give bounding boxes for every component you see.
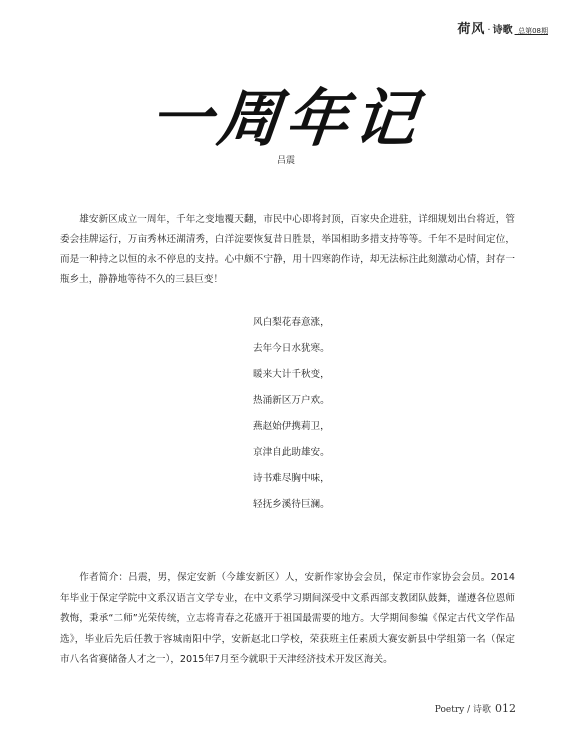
poem-line: 燕赵始伊携莉卫， — [253, 421, 330, 432]
running-header — [457, 18, 548, 37]
magazine-brand: 荷风 — [457, 22, 486, 37]
page-footer — [435, 702, 516, 715]
author-bio: 作者简介：吕震，男，保定安新（今雄安新区）人，安新作家协会会员，保定市作家协会会员。2014年毕业于保定学院中文系汉语言文学专业，在中文系学习期间深受中文系西部支教团队鼓舞，谨遵各位恩师教悔，秉承“二师”光荣传统，立志将青春之花盛开于祖国最需要的地方。大学期间参编《保定古代文学作品选》，毕业后先后任教于容城南阳中学，安新赵北口学校，荣获班主任素质大赛安新县中学组第一名（保定市八名省赛储备人才之一），2015年7月至今就职于天津经济技术开发区海关。 — [60, 572, 515, 665]
article-title: 一周年记 — [146, 82, 426, 155]
poem-line: 暖来大计千秋变， — [253, 369, 330, 380]
poem-line: 风白梨花春意涨， — [253, 317, 330, 328]
header-separator: · — [487, 25, 491, 36]
poem-stanza — [253, 310, 330, 518]
footer-section-label: Poetry / 诗歌 — [434, 705, 491, 715]
poem-line: 京津自此助雄安。 — [253, 447, 330, 458]
poem-line: 诗书难尽胸中味， — [253, 473, 330, 484]
page-number: 012 — [495, 702, 516, 715]
article-author: 吕震 — [276, 156, 295, 166]
poem-line: 轻抚乡溪待巨澜。 — [253, 499, 330, 510]
section-name: 诗歌 — [492, 25, 513, 36]
poem-line: 去年今日水犹寒。 — [253, 343, 330, 354]
intro-paragraph: 雄安新区成立一周年，千年之变地覆天翻，市民中心即将封顶，百家央企进驻，详细规划出台将近，管委会挂牌运行，万亩秀林还湖清秀，白洋淀要恢复昔日胜景，举国相助多措支持等等。千年不是时间定位，而是一种持之以恒的永不停息的支持。心中颇不宁静，用十四寒韵作诗，却无法标注此刻激动心情，封存一瓶乡土，静静地等待不久的三县巨变！ — [60, 214, 515, 285]
poem-line: 热涌新区万户欢。 — [253, 395, 330, 406]
issue-number: _总第08期 — [514, 27, 548, 35]
